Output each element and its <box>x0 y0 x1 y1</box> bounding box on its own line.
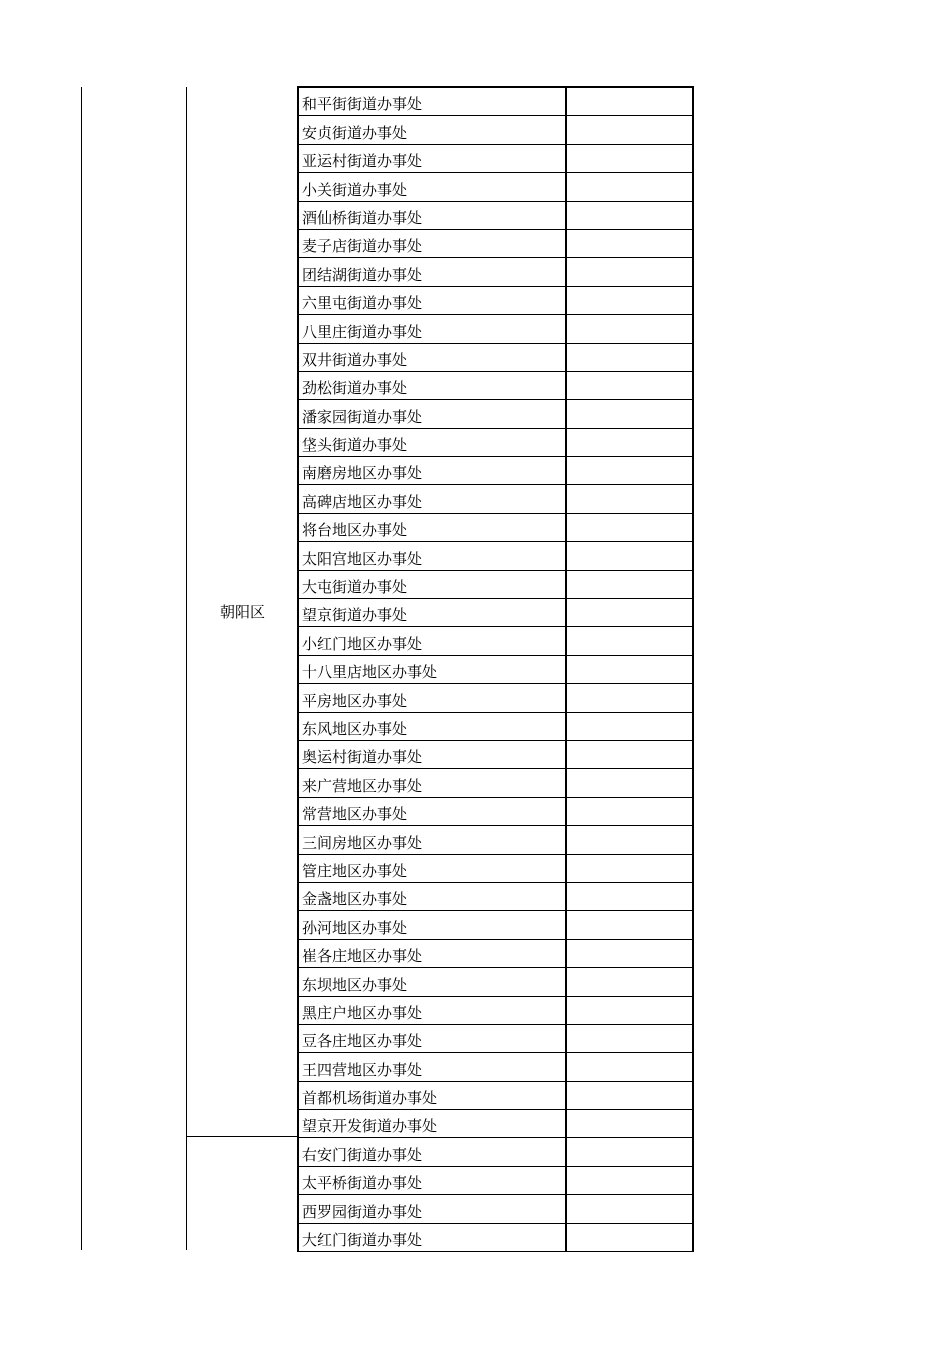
subdistrict-name-cell: 麦子店街道办事处 <box>299 230 567 257</box>
subdistrict-name-cell: 平房地区办事处 <box>299 684 567 711</box>
table-row <box>299 485 692 513</box>
table-row <box>299 855 692 883</box>
table-row <box>299 1138 692 1166</box>
subdistrict-name-cell: 右安门街道办事处 <box>299 1138 567 1165</box>
table-row <box>299 1224 692 1252</box>
value-cell <box>567 855 692 882</box>
table-row <box>299 627 692 655</box>
table-row <box>299 429 692 457</box>
subdistrict-name-cell: 小关街道办事处 <box>299 173 567 200</box>
table-row <box>299 1195 692 1223</box>
subdistrict-name-cell: 来广营地区办事处 <box>299 769 567 796</box>
table-row <box>299 116 692 144</box>
subdistrict-name-cell: 豆各庄地区办事处 <box>299 1025 567 1052</box>
subdistrict-name-cell: 大屯街道办事处 <box>299 571 567 598</box>
table-row <box>299 798 692 826</box>
table-row <box>299 997 692 1025</box>
value-cell <box>567 457 692 484</box>
value-cell <box>567 1224 692 1251</box>
value-cell <box>567 287 692 314</box>
subdistrict-name-cell: 安贞街道办事处 <box>299 116 567 143</box>
district-cell <box>187 87 298 1136</box>
subdistrict-name-cell: 八里庄街道办事处 <box>299 315 567 342</box>
value-cell <box>567 883 692 910</box>
district-label: 朝阳区 <box>219 603 265 621</box>
value-cell <box>567 769 692 796</box>
table-row <box>299 145 692 173</box>
value-cell <box>567 88 692 115</box>
subdistrict-name-cell: 孙河地区办事处 <box>299 911 567 938</box>
value-cell <box>567 116 692 143</box>
table-row <box>299 1167 692 1195</box>
table-row <box>299 713 692 741</box>
value-cell <box>567 514 692 541</box>
value-cell <box>567 1138 692 1165</box>
value-cell <box>567 713 692 740</box>
value-cell <box>567 826 692 853</box>
table-row <box>299 826 692 854</box>
table-row <box>299 514 692 542</box>
subdistrict-name-cell: 亚运村街道办事处 <box>299 145 567 172</box>
value-cell <box>567 1195 692 1222</box>
subdistrict-name-cell: 潘家园街道办事处 <box>299 400 567 427</box>
table-row <box>299 542 692 570</box>
value-cell <box>567 344 692 371</box>
value-cell <box>567 911 692 938</box>
subdistrict-name-cell: 东坝地区办事处 <box>299 968 567 995</box>
value-cell <box>567 627 692 654</box>
value-cell <box>567 968 692 995</box>
value-cell <box>567 542 692 569</box>
subdistrict-name-cell: 望京开发街道办事处 <box>299 1110 567 1137</box>
subdistrict-name-cell: 大红门街道办事处 <box>299 1224 567 1251</box>
subdistrict-name-cell: 管庄地区办事处 <box>299 855 567 882</box>
subdistrict-name-cell: 崔各庄地区办事处 <box>299 940 567 967</box>
subdistrict-name-cell: 高碑店地区办事处 <box>299 485 567 512</box>
value-cell <box>567 202 692 229</box>
value-cell <box>567 656 692 683</box>
table-row <box>299 457 692 485</box>
table-row <box>299 258 692 286</box>
subdistrict-table <box>297 86 694 1252</box>
value-cell <box>567 145 692 172</box>
value-cell <box>567 997 692 1024</box>
table-row <box>299 968 692 996</box>
table-row <box>299 684 692 712</box>
table-row <box>299 400 692 428</box>
value-cell <box>567 173 692 200</box>
subdistrict-name-cell: 太平桥街道办事处 <box>299 1167 567 1194</box>
subdistrict-name-cell: 六里屯街道办事处 <box>299 287 567 314</box>
subdistrict-name-cell: 将台地区办事处 <box>299 514 567 541</box>
table-row <box>299 571 692 599</box>
value-cell <box>567 429 692 456</box>
district-divider-line <box>186 1136 298 1137</box>
value-cell <box>567 400 692 427</box>
value-cell <box>567 741 692 768</box>
subdistrict-name-cell: 东风地区办事处 <box>299 713 567 740</box>
value-cell <box>567 372 692 399</box>
value-cell <box>567 1025 692 1052</box>
subdistrict-name-cell: 望京街道办事处 <box>299 599 567 626</box>
table-row <box>299 88 692 116</box>
value-cell <box>567 684 692 711</box>
subdistrict-name-cell: 金盏地区办事处 <box>299 883 567 910</box>
table-row <box>299 372 692 400</box>
subdistrict-name-cell: 和平街街道办事处 <box>299 88 567 115</box>
table-row <box>299 173 692 201</box>
subdistrict-name-cell: 西罗园街道办事处 <box>299 1195 567 1222</box>
value-cell <box>567 1167 692 1194</box>
table-row <box>299 741 692 769</box>
subdistrict-name-cell: 王四营地区办事处 <box>299 1053 567 1080</box>
value-cell <box>567 571 692 598</box>
table-row <box>299 599 692 627</box>
subdistrict-name-cell: 酒仙桥街道办事处 <box>299 202 567 229</box>
subdistrict-name-cell: 团结湖街道办事处 <box>299 258 567 285</box>
table-row <box>299 883 692 911</box>
value-cell <box>567 485 692 512</box>
table-row <box>299 1082 692 1110</box>
table-row <box>299 202 692 230</box>
subdistrict-name-cell: 首都机场街道办事处 <box>299 1082 567 1109</box>
value-cell <box>567 940 692 967</box>
table-row <box>299 230 692 258</box>
value-cell <box>567 230 692 257</box>
subdistrict-name-cell: 三间房地区办事处 <box>299 826 567 853</box>
table-row <box>299 911 692 939</box>
table-row <box>299 940 692 968</box>
table-row <box>299 315 692 343</box>
subdistrict-name-cell: 南磨房地区办事处 <box>299 457 567 484</box>
value-cell <box>567 258 692 285</box>
table-row <box>299 656 692 684</box>
left-border-line <box>81 87 82 1250</box>
value-cell <box>567 315 692 342</box>
table-row <box>299 287 692 315</box>
subdistrict-name-cell: 常营地区办事处 <box>299 798 567 825</box>
value-cell <box>567 1082 692 1109</box>
subdistrict-name-cell: 双井街道办事处 <box>299 344 567 371</box>
value-cell <box>567 1110 692 1137</box>
table-row <box>299 769 692 797</box>
value-cell <box>567 599 692 626</box>
subdistrict-name-cell: 劲松街道办事处 <box>299 372 567 399</box>
value-cell <box>567 1053 692 1080</box>
table-row <box>299 1025 692 1053</box>
table-row <box>299 1110 692 1138</box>
subdistrict-name-cell: 十八里店地区办事处 <box>299 656 567 683</box>
table-row <box>299 344 692 372</box>
subdistrict-name-cell: 奥运村街道办事处 <box>299 741 567 768</box>
subdistrict-name-cell: 垡头街道办事处 <box>299 429 567 456</box>
table-row <box>299 1053 692 1081</box>
subdistrict-name-cell: 太阳宫地区办事处 <box>299 542 567 569</box>
subdistrict-name-cell: 黑庄户地区办事处 <box>299 997 567 1024</box>
subdistrict-name-cell: 小红门地区办事处 <box>299 627 567 654</box>
value-cell <box>567 798 692 825</box>
